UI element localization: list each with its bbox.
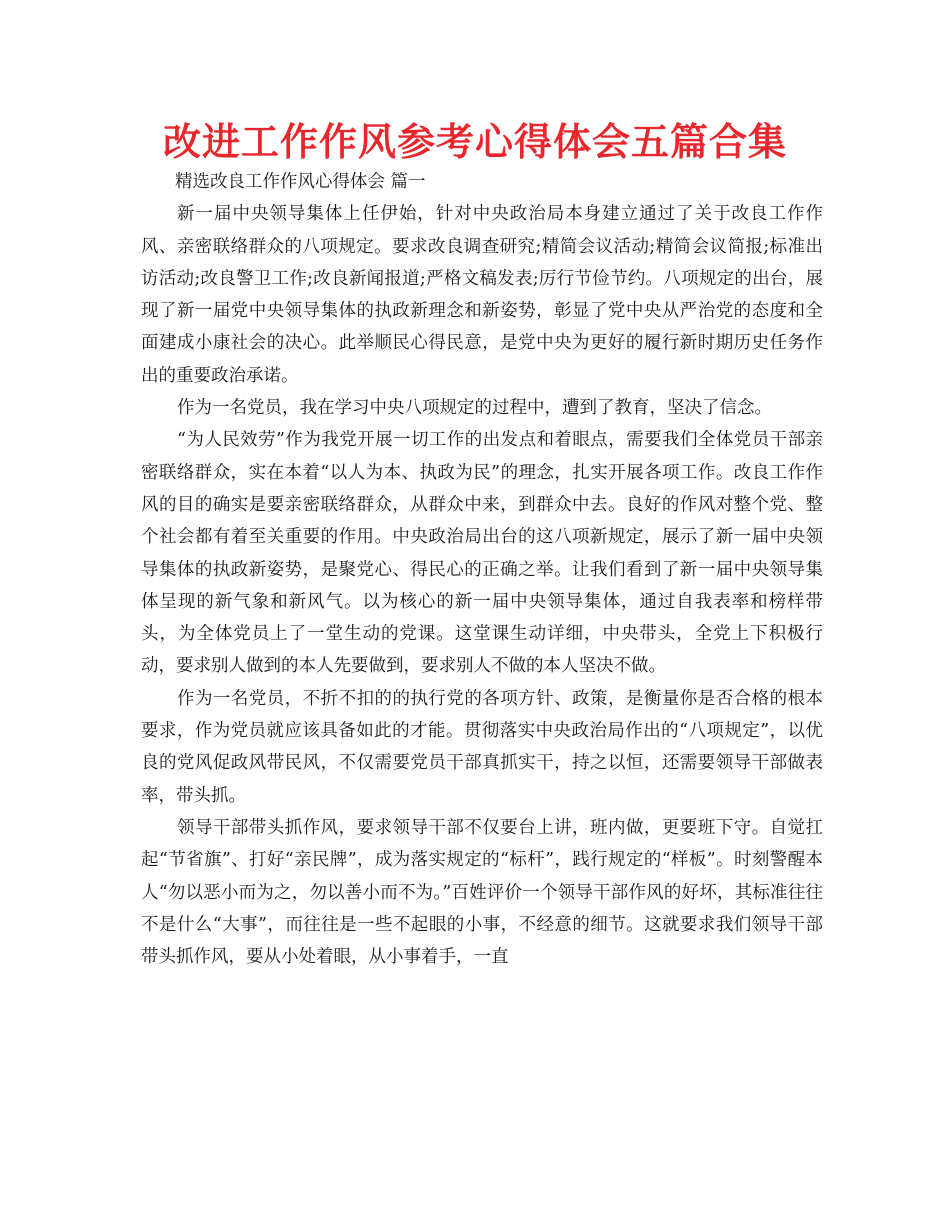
paragraph-2: 作为一名党员，我在学习中央八项规定的过程中，遭到了教育，坚决了信念。 bbox=[177, 398, 772, 419]
paragraph-3: “为人民效劳”作为我党开展一切工作的出发点和着眼点，需要我们全体党员干部亲密联络群众，实在本着“以人为本、执政为民”的理念，扎实开展各项工作。改良工作作风的目的确实是要亲密联络群众，从群众中来，到群众中去。良好的作风对整个党、整个社会都有着至关重要的作用。中央政治局出台的这八项新规定，展示了新一届中央领导集体的执政新姿势，是聚党心、得民心的正确之举。让我们看到了新一届中央领导集体呈现的新气象和新风气。以为核心的新一届中央领导集体，通过自我表率和榜样带头，为全体党员上了一堂生动的党课。这堂课生动详细，中央带头，全党上下积极行动，要求别人做到的本人先要做到，要求别人不做的本人坚决不做。 bbox=[141, 430, 823, 677]
paragraph-4: 作为一名党员，不折不扣的的执行党的各项方针、政策，是衡量你是否合格的根本要求，作为党员就应该具备如此的才能。贯彻落实中央政治局作出的“八项规定”，以优良的党风促政风带民风，不仅需要党员干部真抓实干，持之以恒，还需要领导干部做表率，带头抓。 bbox=[141, 688, 823, 806]
section-subtitle: 精选改良工作作风心得体会 篇一 bbox=[175, 172, 426, 192]
document-body bbox=[141, 166, 823, 973]
paragraph-1: 新一届中央领导集体上任伊始，针对中央政治局本身建立通过了关于改良工作作风、亲密联络群众的八项规定。要求改良调查研究;精简会议活动;精简会议简报;标准出访活动;改良警卫工作;改良新闻报道;严格文稿发表;厉行节俭节约。八项规定的出台，展现了新一届党中央领导集体的执政新理念和新姿势，彰显了党中央从严治党的态度和全面建成小康社会的决心。此举顺民心得民意，是党中央为更好的履行新时期历史任务作出的重要政治承诺。 bbox=[141, 204, 823, 386]
document-title: 改进工作作风参考心得体会五篇合集 bbox=[162, 120, 787, 164]
paragraph-5: 领导干部带头抓作风，要求领导干部不仅要台上讲，班内做，更要班下守。自觉扛起“节省旗”、打好“亲民牌”，成为落实规定的“标杆”，践行规定的“样板”。时刻警醒本人“勿以恶小而为之，勿以善小而不为。”百姓评价一个领导干部作风的好坏，其标准往往不是什么“大事”，而往往是一些不起眼的小事，不经意的细节。这就要求我们领导干部带头抓作风，要从小处着眼，从小事着手，一直 bbox=[141, 817, 823, 968]
